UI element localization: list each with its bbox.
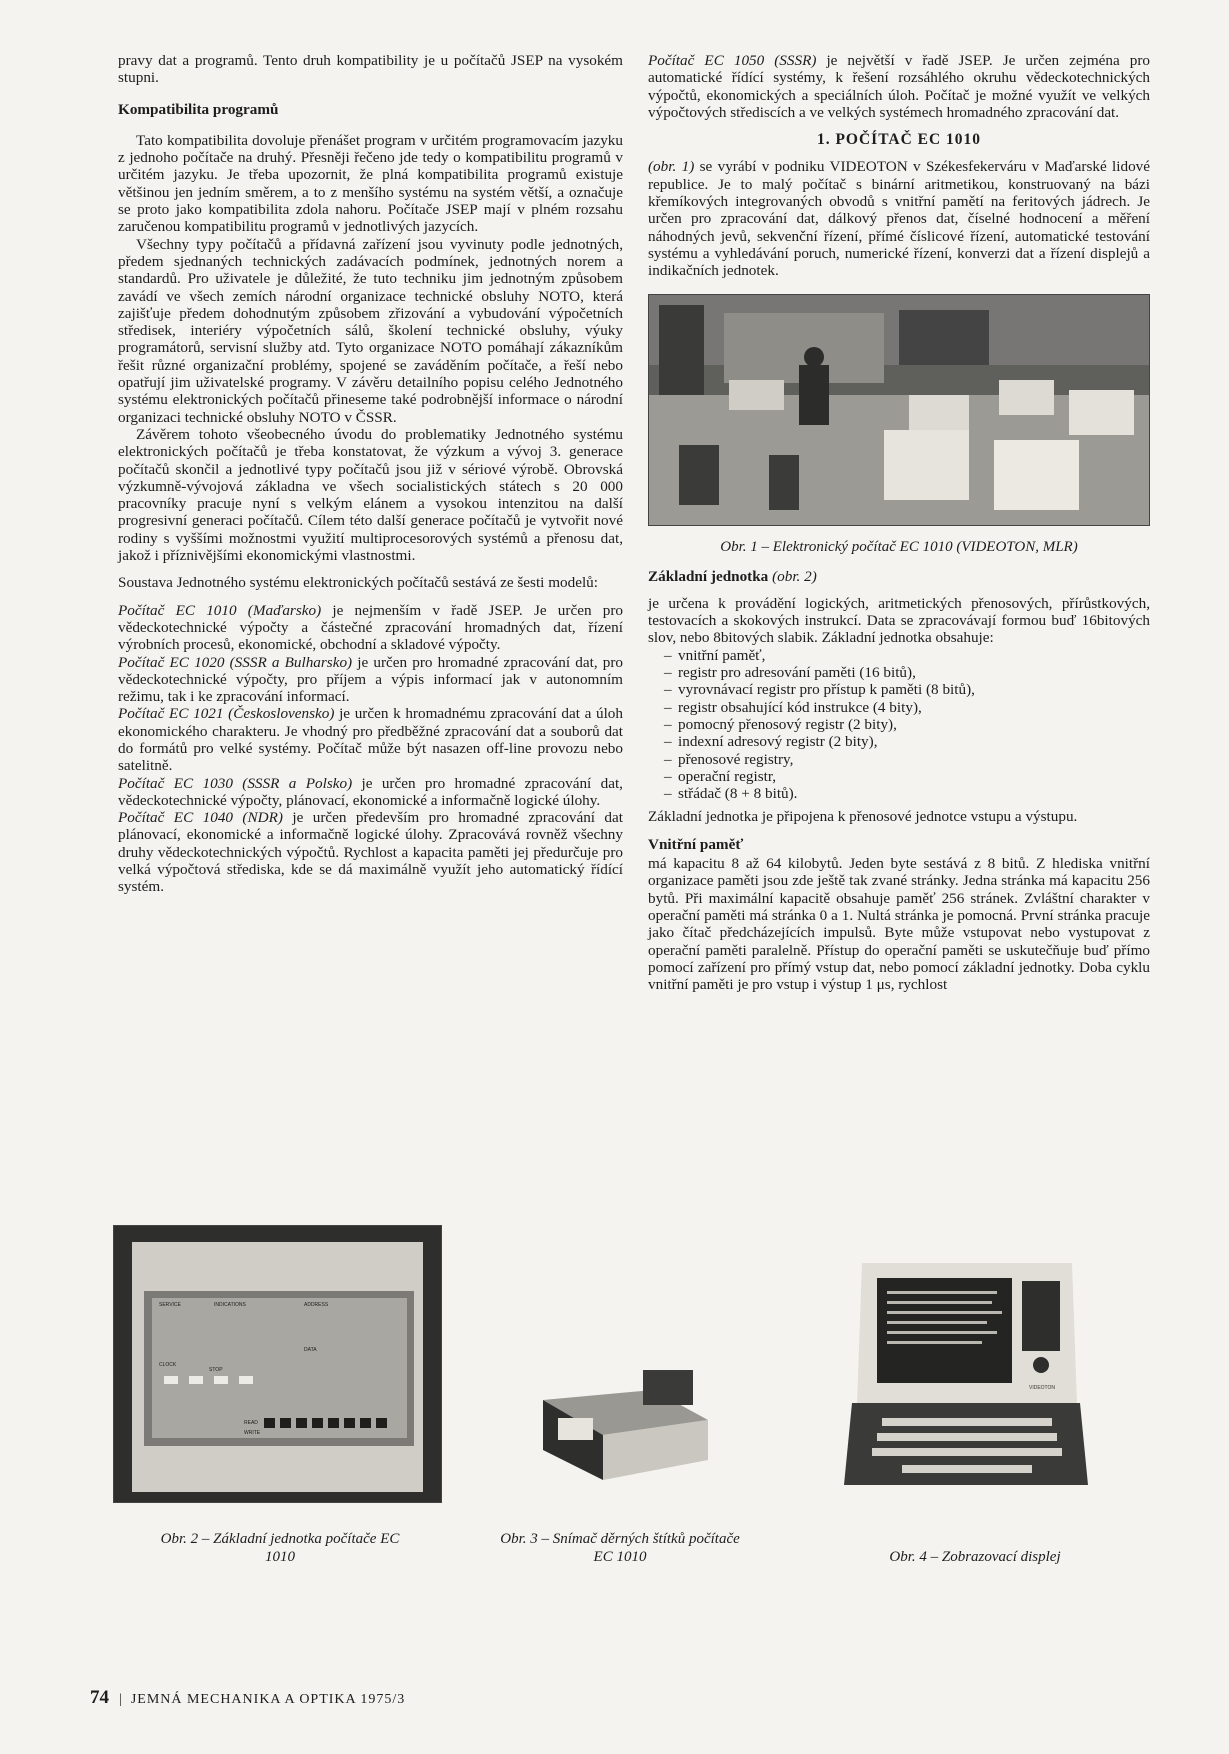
right-column (648, 52, 1150, 993)
list-item: – střádač (8 + 8 bitů). (664, 785, 1150, 802)
models-list (118, 602, 623, 896)
journal-name: JEMNÁ MECHANIKA A OPTIKA 1975/3 (130, 1692, 406, 1707)
list-item: – operační registr, (664, 768, 1150, 785)
paragraph-conclusion: Závěrem tohoto všeobecného úvodu do problematiky Jednotného systému elektronických počítačů je třeba konstatovat, že výzkum a vývoj 3. generace počítačů skončil a jednotlivé typy počítačů jsou již v sériové výrobě. Obrovská výzkumně-vývojová základna ve všech socialistických státech s 20 000 pracovníky pracuje nyní s velkým elánem a vysokou intenzitou na další progresivní generaci počítačů. Cílem této další generace počítačů je vytvořit nové rodiny s vyššími možnostmi využití multiprocesorových systémů a přenosu dat, jakož i příznivějšími ekonomickými vlastnostmi. (118, 425, 623, 565)
figure-2-caption: Obr. 2 – Základní jednotka počítače EC 1010 (160, 1531, 400, 1565)
model-desc: je určen pro hromadné zpracování dat, pro vědeckotechnické výpočty, pro příjem a výpis informací jak v autonomním režimu, tak i ke zpracování informací. (118, 653, 624, 706)
paragraph-ec1010 (648, 158, 1150, 279)
figure-4-photo (842, 1253, 1090, 1489)
panel-label-address: ADDRESS (304, 1302, 329, 1308)
figure-2-photo (113, 1225, 442, 1503)
list-item: – vyrovnávací registr pro přístup k paměti (8 bitů), (664, 681, 1150, 698)
model-name: Počítač EC 1021 (Československo) (118, 705, 335, 723)
model-ec1050 (648, 52, 1150, 121)
model-name: Počítač EC 1020 (SSSR a Bulharsko) (118, 653, 353, 671)
brand-videoton: VIDEOTON (1029, 1385, 1056, 1391)
model-name: Počítač EC 1050 (SSSR) (648, 52, 817, 69)
footer-separator: | (119, 1692, 123, 1707)
model-ec1020 (118, 654, 623, 706)
list-item: – registr obsahující kód instrukce (4 bity), (664, 699, 1150, 716)
figure-ref: (obr. 1) (648, 158, 695, 176)
paragraph-vnitrni: má kapacitu 8 až 64 kilobytů. Jeden byte sestává z 8 bitů. Z hlediska vnitřní organizace paměti jsou zde ještě tak zvané stránky. Jedna stránka má kapacitu 256 bytů. Při maximální kapacitě obsahuje paměť 256 stránek. Zvláštní charakter v operační paměti má stránka 0 a 1. Nultá stránka je pomocná. První stránka pracuje jako čítač předcházejících impulsů. Byte může vstupovat nebo vystupovat z operační paměti paralelně. Přístup do operační paměti se uskutečňuje buď přímo pomocí zařízení pro přímý vstup dat, nebo pomocí základní jednotky. Doba cyklu vnitřní paměti je pro vstup i výstup 1 μs, rychlost (648, 855, 1150, 994)
model-ec1021 (118, 705, 623, 774)
paragraph-models-intro: Soustava Jednotného systému elektronických počítačů sestává ze šesti modelů: (118, 574, 598, 592)
model-desc: je určen pro hromadné zpracování dat, vědeckotechnické výpočty, plánovací, ekonomické a informačně logické úlohy. (118, 774, 623, 809)
page-number: 74 (90, 1687, 109, 1708)
paragraph-zakladni: je určena k provádění logických, aritmetických přenosových, přírůstkových, testovacích a skokových instrukcí. Data se zpracovávají formou buď 16bitových slov, nebo 8bitových slabik. Základní jednotka obsahuje: (648, 594, 1150, 647)
page-footer (90, 1687, 405, 1709)
paragraph-compat: Tato kompatibilita dovoluje přenášet program v určitém programovacím jazyku z jednoho počítače na druhý. Přesněji řečeno jde tedy o kompatibilitu programů v určitém jazyku. Je třeba upozornit, že plná kompatibilita programů existuje většinou jen jedním směrem, a to z menšího systému na systém větší, a označuje se proto jako kompatibilita zdola nahoru. Počítače JSEP mají v plném rozsahu zaručenou kompatibilitu programů v jednotlivých jazycích. (118, 131, 623, 236)
figure-4-caption: Obr. 4 – Zobrazovací displej (889, 1549, 1061, 1565)
model-desc: je určen především pro hromadné zpracování dat plánovací, ekonomické a informačně logické úlohy. Zpracovává rovněž všechny druhy vědeckotechnických výpočtů. Rychlost a kapacita paměti jej předurčuje pro velká výpočtová střediska, kde se dá maximálně využít jeho automatický řídící systém. (118, 809, 623, 896)
model-name: Počítač EC 1010 (Maďarsko) (118, 601, 322, 619)
model-ec1010 (118, 602, 623, 654)
list-item: – indexní adresový registr (2 bity), (664, 733, 1150, 750)
paragraph-devices: Všechny typy počítačů a přídavná zařízení jsou vyvinuty podle jednotných, předem sjednaných technických zadávacích podmínek, jednotných norem a standardů. Pro uživatele je důležité, že tuto techniku jim jednotným způsobem zavádí ve všech zemích národní organizace technické obsluhy NOTO, která zajišťuje předem dohodnutým způsobem zřizování a vybudování výpočetních středisek, interiéry výpočetních sálů, školení technické obsluhy, výuky programátorů, servisní služby atd. Tyto organizace NOTO pomáhají zákazníkům řešit různé organizační problémy, spojené se zaváděním počítače, a řeší nebo opatřují jim uživatelské programy. V závěru detailního popisu celého Jednotného systému elektronických počítačů přineseme také podrobnější informace o národní organizaci technické obsluhy NOTO v ČSSR. (118, 235, 623, 426)
paragraph-zakladni-after: Základní jednotka je připojena k přenosové jednotce vstupu a výstupu. (648, 808, 1078, 826)
list-item: – přenosové registry, (664, 751, 1150, 768)
list-item: – registr pro adresování paměti (16 bitů), (664, 664, 1150, 681)
panel-label-write: WRITE (244, 1430, 261, 1436)
model-desc: je určen k hromadnému zpracování dat a úloh ekonomického charakteru. Je vhodný pro předběžné zpracování dat a souborů dat do formátů pro velké systémy. Počítač může být nasazen off-line provozu nebo satelitně. (118, 705, 623, 775)
panel-label-stop: STOP (209, 1367, 223, 1373)
figure-3-caption: Obr. 3 – Snímač děrných štítků počítače EC 1010 (500, 1531, 740, 1565)
panel-label-service: SERVICE (159, 1302, 181, 1308)
register-list (648, 647, 1150, 803)
figure-1-caption: Obr. 1 – Elektronický počítač EC 1010 (VIDEOTON, MLR) (720, 538, 1078, 555)
panel-label-read: READ (244, 1420, 258, 1426)
list-item: – vnitřní paměť, (664, 647, 1150, 664)
heading-zakladni-jednotka (648, 568, 1150, 585)
paragraph-intro: pravy dat a programů. Tento druh kompatibility je u počítačů JSEP na vysokém stupni. (118, 52, 623, 87)
section-title-ec1010: 1. POČÍTAČ EC 1010 (816, 131, 982, 149)
heading-program-compatibility: Kompatibilita programů (118, 100, 279, 118)
figure-1-wrap (648, 294, 1150, 526)
panel-label-clock: CLOCK (159, 1362, 177, 1368)
figure-1-photo (648, 294, 1150, 526)
left-column (118, 52, 623, 896)
ec1010-desc: se vyrábí v podniku VIDEOTON v Székesfekerváru v Maďarské lidové republice. Je to malý počítač s binární aritmetikou, konstruovaný na bázi křemíkových integrovaných obvodů s vnitřní pamětí na feritových jádrech. Je určen pro zpracování dat, dálkový přenos dat, číselné hodnocení a měření náhodných jevů, sekvenční řízení, přímé číslicové řízení, automatické testování systému a vyhledávání poruch, numerické řízení, konverzi dat a řízení displejů a indikačních jednotek. (648, 158, 1150, 280)
model-name: Počítač EC 1030 (SSSR a Polsko) (118, 774, 353, 792)
list-item: – pomocný přenosový registr (2 bity), (664, 716, 1150, 733)
model-desc: je největší v řadě JSEP. Je určen zejména pro automatické řídící systémy, k řešení rozsáhlého okruhu vědeckotechnických výpočtů, ekonomických a speciálních úloh. Počítač je možné využít ve velkých výpočtových střediscích a ve velkých systémech hromadného zpracování dat. (648, 52, 1150, 121)
heading-ref: (obr. 2) (768, 567, 817, 585)
figure-3-photo (533, 1360, 717, 1490)
model-ec1040 (118, 809, 623, 895)
panel-label-indications: INDICATIONS (214, 1302, 246, 1308)
heading-text: Základní jednotka (648, 567, 769, 585)
model-name: Počítač EC 1040 (NDR) (118, 809, 283, 827)
model-ec1030 (118, 775, 623, 810)
heading-vnitrni-pamet: Vnitřní paměť (648, 835, 744, 853)
panel-label-data: DATA (304, 1347, 317, 1353)
model-desc: je nejmenším v řadě JSEP. Je určen pro vědeckotechnické výpočty a částečné zpracování hromadných dat, řízení výrobních procesů, ekonomické, obchodní a skladové výpočty. (118, 601, 623, 654)
